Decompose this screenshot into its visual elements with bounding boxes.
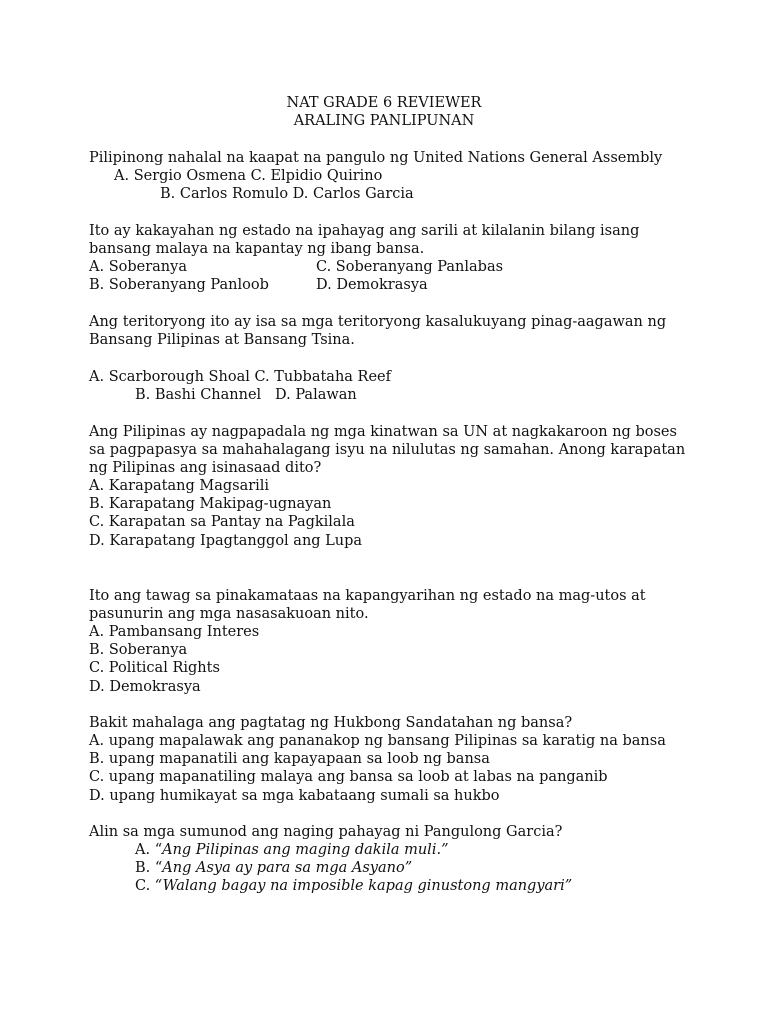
q4-stem-line2: sa pagpapasya sa mahahalagang isyu na nilulutas ng samahan. Anong karapatan xyxy=(89,442,686,458)
q5-choice-c: C. Political Rights xyxy=(89,660,220,676)
q1-stem: Pilipinong nahalal na kaapat na pangulo ng United Nations General Assembly xyxy=(89,150,663,166)
q7-choice-a-text: Ang Pilipinas ang maging dakila muli.” xyxy=(162,842,449,858)
q1-choices-row1: A. Sergio Osmena C. Elpidio Quirino xyxy=(114,168,383,184)
q2-choice-c: C. Soberanyang Panlabas xyxy=(316,259,504,275)
q4-stem-line1: Ang Pilipinas ay nagpapadala ng mga kinatwan sa UN at nagkakaroon ng boses xyxy=(89,424,677,440)
q2-choice-a: A. Soberanya xyxy=(89,259,187,275)
q3-choices-row1: A. Scarborough Shoal C. Tubbataha Reef xyxy=(89,369,391,385)
q7-stem: Alin sa mga sumunod ang naging pahayag ni Pangulong Garcia? xyxy=(89,824,563,840)
q3-choices-row2: B. Bashi Channel D. Palawan xyxy=(135,387,357,403)
q2-stem-line2: bansang malaya na kapantay ng ibang bansa. xyxy=(89,241,425,257)
page-subtitle: ARALING PANLIPUNAN xyxy=(293,113,475,129)
q6-choice-d: D. upang humikayat sa mga kabataang sumali sa hukbo xyxy=(89,788,500,804)
q2-stem-line1: Ito ay kakayahan ng estado na ipahayag ang sarili at kilalanin bilang isang xyxy=(89,223,640,239)
q7-choice-a-prefix: A. “ xyxy=(135,842,163,858)
q7-choice-c-prefix: C. xyxy=(135,878,155,894)
q5-stem-line2: pasunurin ang mga nasasakuoan nito. xyxy=(89,606,369,622)
q6-choice-a: A. upang mapalawak ang pananakop ng bansang Pilipinas sa karatig na bansa xyxy=(89,733,666,749)
q7-choice-a xyxy=(135,841,448,859)
q6-choice-c: C. upang mapanatiling malaya ang bansa sa loob at labas na panganib xyxy=(89,769,608,785)
q7-choice-c-text: “Walang bagay na imposible kapag ginustong mangyari” xyxy=(154,878,573,894)
q2-choice-d: D. Demokrasya xyxy=(316,277,428,293)
q4-stem-line3: ng Pilipinas ang isinasaad dito? xyxy=(89,460,322,476)
q7-choice-b xyxy=(135,859,412,877)
q2-choice-b: B. Soberanyang Panloob xyxy=(89,277,269,293)
q5-stem-line1: Ito ang tawag sa pinakamataas na kapangyarihan ng estado na mag-utos at xyxy=(89,588,646,604)
q3-stem-line1: Ang teritoryong ito ay isa sa mga teritoryong kasalukuyang pinag-aagawan ng xyxy=(89,314,667,330)
q6-stem: Bakit mahalaga ang pagtatag ng Hukbong Sandatahan ng bansa? xyxy=(89,715,573,731)
q7-choice-c xyxy=(135,877,572,895)
q4-choice-d: D. Karapatang Ipagtanggol ang Lupa xyxy=(89,533,363,549)
q4-choice-c: C. Karapatan sa Pantay na Pagkilala xyxy=(89,514,355,530)
page-title: NAT GRADE 6 REVIEWER xyxy=(286,95,482,111)
q4-choice-a: A. Karapatang Magsarili xyxy=(89,478,270,494)
q5-choice-a: A. Pambansang Interes xyxy=(89,624,260,640)
q1-choices-row2: B. Carlos Romulo D. Carlos Garcia xyxy=(160,186,414,202)
q5-choice-b: B. Soberanya xyxy=(89,642,188,658)
q3-stem-line2: Bansang Pilipinas at Bansang Tsina. xyxy=(89,332,355,348)
q6-choice-b: B. upang mapanatili ang kapayapaan sa loob ng bansa xyxy=(89,751,490,767)
q7-choice-b-text: Ang Asya ay para sa mga Asyano” xyxy=(162,860,413,876)
q5-choice-d: D. Demokrasya xyxy=(89,679,201,695)
q4-choice-b: B. Karapatang Makipag-ugnayan xyxy=(89,496,332,512)
q7-choice-b-prefix: B. “ xyxy=(135,860,163,876)
